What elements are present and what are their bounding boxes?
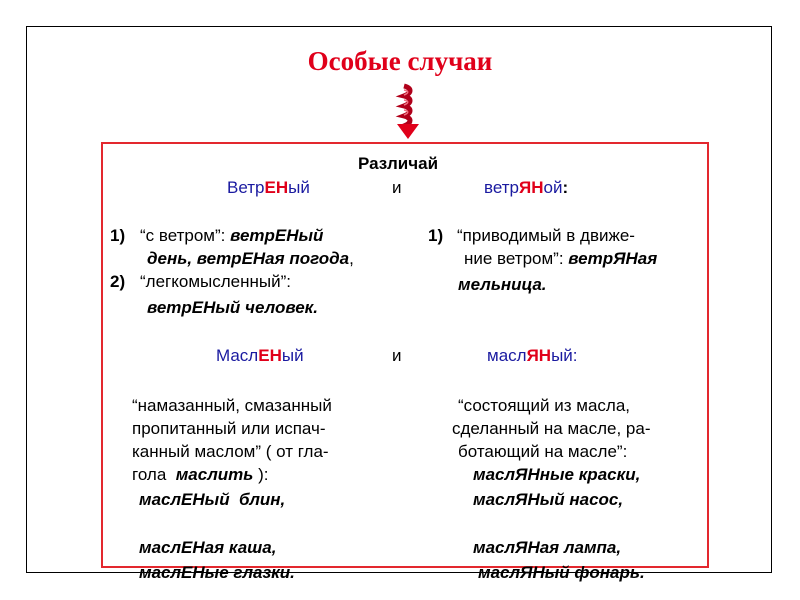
example-line: ветрЕНый человек. [147,298,318,317]
meaning-line: гола маслить ): [132,465,269,484]
word-vetrenyi: ВетрЕНый [227,178,310,197]
meaning-line: “с ветром”: ветрЕНый [140,226,324,245]
word-vetryanoi: ветрЯНой: [484,178,569,197]
meaning-line: “состоящий из масла, [458,396,631,415]
heading: Различай [358,154,439,173]
meaning-line: “легкомысленный”: [140,272,291,291]
item-number: 1) [110,226,126,245]
conjunction-and: и [392,178,402,197]
example-line: мельница. [458,275,547,294]
example-line: маслЕНый блин, [139,490,286,509]
example-line: маслЕНые глазки. [139,563,295,582]
word-maslyanyi: маслЯНый: [487,346,578,365]
meaning-line: канный маслом” ( от гла- [132,442,329,461]
example-line: маслЕНая каша, [139,538,277,557]
meaning-line: ботающий на масле”: [458,442,628,461]
meaning-line: “приводимый в движе- [457,226,635,245]
down-arrow-icon [395,84,421,140]
slide-title: Особые случаи [307,46,493,76]
example-line: день, ветрЕНая погода, [147,249,354,268]
meaning-line: ние ветром”: ветрЯНая [464,249,658,268]
example-line: маслЯНый фонарь. [478,563,645,582]
item-number: 2) [110,272,126,291]
example-line: маслЯНая лампа, [473,538,622,557]
word-maslenyi: МаслЕНый [216,346,304,365]
item-number: 1) [428,226,444,245]
meaning-line: пропитанный или испач- [132,419,326,438]
example-line: маслЯНый насос, [473,490,624,509]
meaning-line: сделанный на масле, ра- [452,419,651,438]
example-line: маслЯНные краски, [473,465,641,484]
conjunction-and: и [392,346,402,365]
meaning-line: “намазанный, смазанный [132,396,332,415]
content-frame [101,142,709,582]
